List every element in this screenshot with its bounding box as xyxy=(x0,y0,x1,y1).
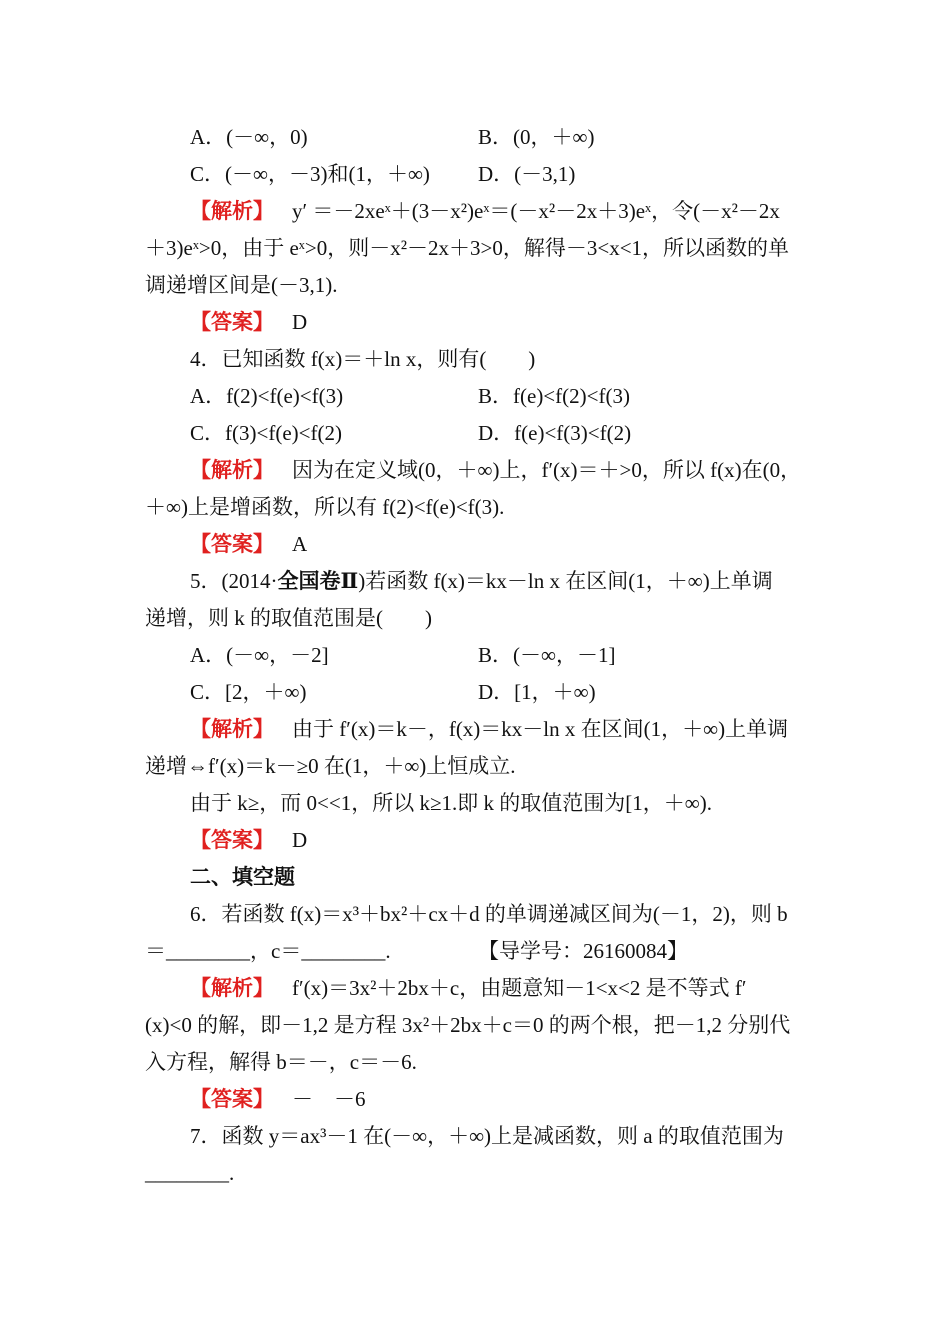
q6-analysis-text-1: f′(x)＝3x²＋2bx＋c，由题意知－1<x<2 是不等式 f′ xyxy=(292,976,747,1000)
q4-stem: 4．已知函数 f(x)＝＋ln x，则有( ) xyxy=(190,347,536,371)
q4-answer-line xyxy=(190,529,855,559)
q6-analysis-line-2: (x)<0 的解，即－1,2 是方程 3x²＋2bx＋c＝0 的两个根，把－1,2 分别代 xyxy=(145,1013,791,1037)
q5-source: 全国卷Ⅱ xyxy=(277,569,359,593)
q6-stem-line-1: 6．若函数 f(x)＝x³＋bx²＋cx＋d 的单调递减区间为(－1，2)，则 b xyxy=(190,902,788,926)
q4-analysis-line-1 xyxy=(190,455,810,485)
q4-option-d: D．f(e)<f(3)<f(2) xyxy=(478,421,632,445)
q3-option-c: C．(－∞，－3)和(1，＋∞) xyxy=(190,162,430,186)
guide-number: 【导学号：26160084】 xyxy=(478,939,688,963)
q5-stem-text: )若函数 f(x)＝kx－ln x 在区间(1，＋∞)上单调 xyxy=(358,569,773,593)
q5-option-row-2 xyxy=(190,677,855,707)
q3-answer-line xyxy=(190,307,855,337)
q5-analysis-line-3: 由于 k≥，而 0<<1，所以 k≥1.即 k 的取值范围为[1，＋∞). xyxy=(190,791,712,815)
q7-stem-line-2: ________. xyxy=(145,1161,235,1185)
q5-analysis-text-1: 由于 f′(x)＝k－，f(x)＝kx－ln x 在区间(1，＋∞)上单调 xyxy=(292,717,789,741)
analysis-tag: 【解析】 xyxy=(190,199,274,223)
q4-analysis-text-1: 因为在定义域(0，＋∞)上，f′(x)＝＋>0，所以 f(x)在(0， xyxy=(292,458,802,482)
q5-option-a: A．(－∞，－2] xyxy=(190,643,329,667)
analysis-tag: 【解析】 xyxy=(190,717,274,741)
q4-option-row-2 xyxy=(190,418,855,448)
q6-blanks: ＝________，c＝________. xyxy=(145,939,391,963)
q4-option-a: A．f(2)<f(e)<f(3) xyxy=(190,384,344,408)
q6-answer: － －6 xyxy=(292,1087,366,1111)
q3-analysis-line-2: ＋3)eˣ>0，由于 eˣ>0，则－x²－2x＋3>0，解得－3<x<1，所以函数的单 xyxy=(145,236,790,260)
answer-tag: 【答案】 xyxy=(190,1087,274,1111)
q5-stem-line-2: 递增，则 k 的取值范围是( ) xyxy=(145,606,432,630)
q6-stem-line-2 xyxy=(145,936,810,966)
q5-option-c: C．[2，＋∞) xyxy=(190,680,307,704)
q3-option-d: D．(－3,1) xyxy=(478,162,576,186)
q6-answer-line xyxy=(190,1084,855,1114)
q6-analysis-line-3: 入方程，解得 b＝－，c＝－6. xyxy=(145,1050,417,1074)
analysis-tag: 【解析】 xyxy=(190,976,274,1000)
answer-tag: 【答案】 xyxy=(190,532,274,556)
q5-option-d: D．[1，＋∞) xyxy=(478,680,596,704)
q3-analysis-text-1: y′ ＝－2xeˣ＋(3－x²)eˣ＝(－x²－2x＋3)eˣ，令(－x²－2x xyxy=(292,199,780,223)
q4-option-row-1 xyxy=(190,381,855,411)
q6-analysis-line-1 xyxy=(190,973,810,1003)
q5-answer: D xyxy=(292,828,308,852)
q5-stem-prefix: 5．(2014· xyxy=(190,569,278,593)
analysis-tag: 【解析】 xyxy=(190,458,274,482)
q5-option-b: B．(－∞，－1] xyxy=(478,643,616,667)
q3-option-b: B．(0，＋∞) xyxy=(478,125,595,149)
q4-option-c: C．f(3)<f(e)<f(2) xyxy=(190,421,342,445)
q4-answer: A xyxy=(292,532,308,556)
section-title: 二、填空题 xyxy=(190,865,295,889)
q4-option-b: B．f(e)<f(2)<f(3) xyxy=(478,384,630,408)
q7-stem-line-1: 7．函数 y＝ax³－1 在(－∞，＋∞)上是减函数，则 a 的取值范围为 xyxy=(190,1124,784,1148)
q3-answer: D xyxy=(292,310,308,334)
q5-option-row-1 xyxy=(190,640,855,670)
q3-option-a: A．(－∞，0) xyxy=(190,125,308,149)
q5-analysis-line-2: 递增⇔f′(x)＝k－≥0 在(1，＋∞)上恒成立. xyxy=(145,754,516,778)
q5-analysis-line-1 xyxy=(190,714,810,744)
q3-option-row-2 xyxy=(190,159,855,189)
q3-analysis-line-3: 调递增区间是(－3,1). xyxy=(145,273,338,297)
answer-tag: 【答案】 xyxy=(190,310,274,334)
q3-analysis-line-1 xyxy=(190,196,810,226)
q3-option-row-1 xyxy=(190,122,855,152)
q5-answer-line xyxy=(190,825,855,855)
answer-tag: 【答案】 xyxy=(190,828,274,852)
q4-analysis-line-2: ＋∞)上是增函数，所以有 f(2)<f(e)<f(3). xyxy=(145,495,505,519)
q5-stem-line-1 xyxy=(190,566,810,596)
